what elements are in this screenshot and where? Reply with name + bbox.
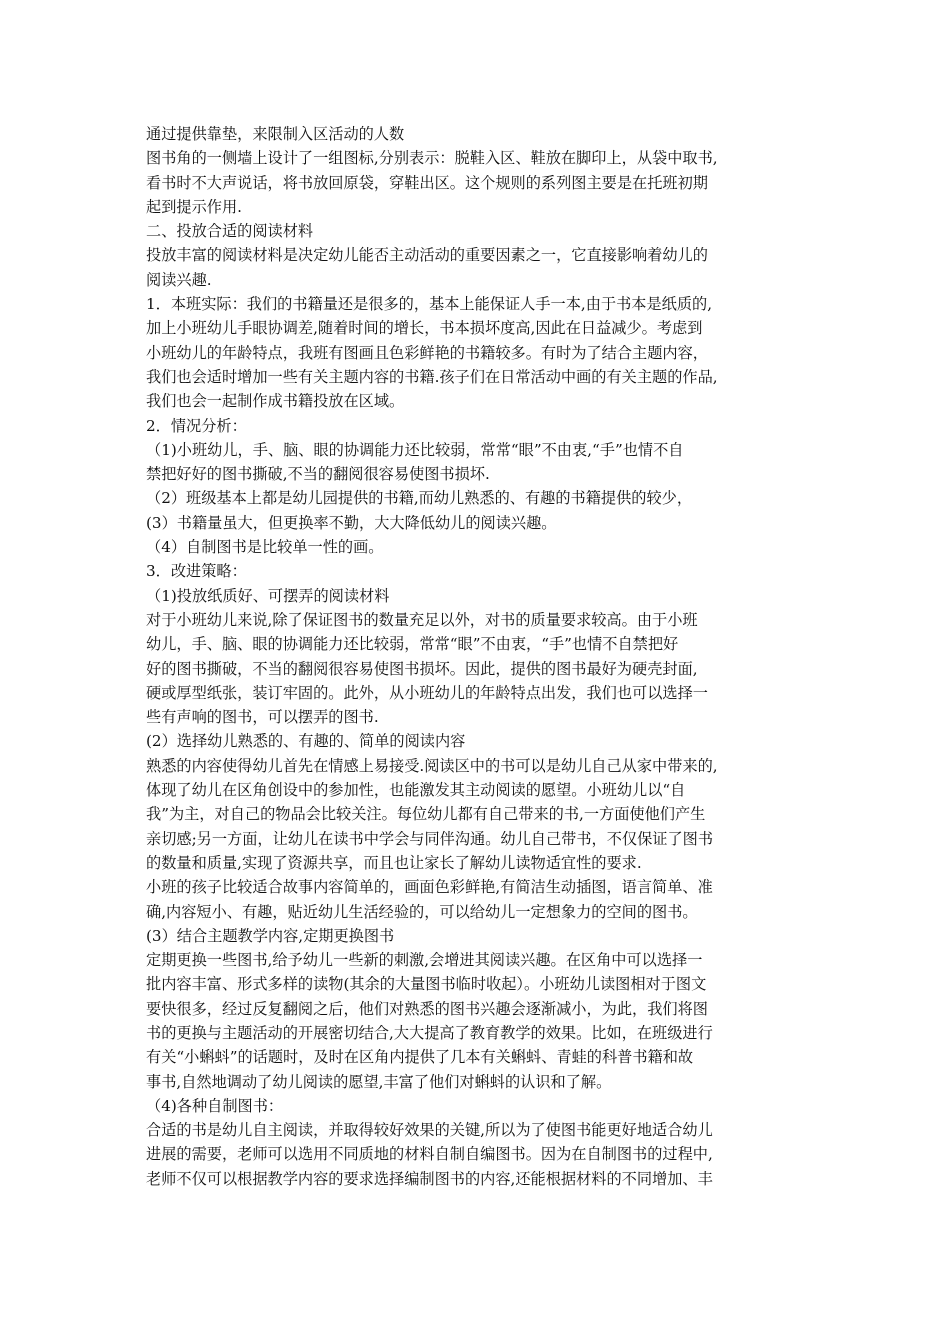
- text-line: 通过提供靠垫，来限制入区活动的人数: [146, 125, 405, 143]
- text-line: （2）班级基本上都是幼儿园提供的书籍,而幼儿熟悉的、有趣的书籍提供的较少，: [146, 489, 693, 508]
- text-line: 好的图书撕破，不当的翻阅很容易使图书损坏。因此，提供的图书最好为硬壳封面,: [146, 659, 698, 678]
- text-line: 3．改进策略：: [146, 562, 247, 581]
- text-line: 的数量和质量,实现了资源共享，而且也让家长了解幼儿读物适宜性的要求.: [146, 853, 642, 872]
- text-line: 要快很多，经过反复翻阅之后，他们对熟悉的图书兴趣会逐渐减小，为此，我们将图: [146, 999, 708, 1018]
- text-line: 我们也会一起制作成书籍投放在区域。: [146, 392, 405, 411]
- text-line: 熟悉的内容使得幼儿首先在情感上易接受.阅读区中的书可以是幼儿自己从家中带来的,: [146, 756, 718, 775]
- text-line: （1)小班幼儿，手、脑、眼的协调能力还比较弱，常常“眼”不由衷,“手”也情不自: [146, 440, 684, 459]
- text-line: 对于小班幼儿来说,除了保证图书的数量充足以外，对书的质量要求较高。由于小班: [146, 610, 698, 629]
- text-line: 定期更换一些图书,给予幼儿一些新的刺激,会增进其阅读兴趣。在区角中可以选择一: [146, 951, 703, 970]
- text-line: 亲切感;另一方面，让幼儿在读书中学会与同伴沟通。幼儿自己带书，不仅保证了图书: [146, 829, 714, 848]
- text-line: （4)各种自制图书：: [146, 1096, 284, 1115]
- text-line: 我们也会适时增加一些有关主题内容的书籍.孩子们在日常活动中画的有关主题的作品,: [146, 367, 718, 386]
- text-line: 些有声响的图书，可以摆弄的图书.: [146, 708, 379, 727]
- text-line: 1．本班实际：我们的书籍量还是很多的，基本上能保证人手一本,由于书本是纸质的,: [146, 295, 713, 314]
- text-line: 二、投放合适的阅读材料: [146, 222, 314, 241]
- text-line: 看书时不大声说话，将书放回原袋，穿鞋出区。这个规则的系列图主要是在托班初期: [146, 173, 708, 192]
- text-line: 幼儿，手、脑、眼的协调能力还比较弱，常常“眼”不由衷，“手”也情不自禁把好: [146, 635, 679, 654]
- text-line: (3）书籍量虽大，但更换率不勤，大大降低幼儿的阅读兴趣。: [146, 513, 557, 532]
- text-line: 禁把好好的图书撕破,不当的翻阅很容易使图书损坏.: [146, 465, 490, 484]
- document-page: [146, 122, 818, 1191]
- text-line: 有关“小蝌蚪”的话题时，及时在区角内提供了几本有关蝌蚪、青蛙的科普书籍和故: [146, 1048, 694, 1067]
- text-line: 确,内容短小、有趣，贴近幼儿生活经验的，可以给幼儿一定想象力的空间的图书。: [146, 902, 698, 921]
- text-line: 小班的孩子比较适合故事内容简单的，画面色彩鲜艳,有简洁生动插图，语言简单、准: [146, 878, 713, 897]
- text-line: 我”为主，对自己的物品会比较关注。每位幼儿都有自己带来的书,一方面使他们产生: [146, 805, 706, 824]
- text-line: 加上小班幼儿手眼协调差,随着时间的增长，书本损坏度高,因此在日益减少。考虑到: [146, 319, 703, 338]
- text-line: 批内容丰富、形式多样的读物(其余的大量图书临时收起）。小班幼儿读图相对于图文: [146, 975, 707, 994]
- text-line: 图书角的一侧墙上设计了一组图标,分别表示：脱鞋入区、鞋放在脚印上，从袋中取书,: [146, 149, 718, 168]
- text-line: 书的更换与主题活动的开展密切结合,大大提高了教育教学的效果。比如，在班级进行: [146, 1023, 713, 1042]
- text-line: 硬或厚型纸张，装订牢固的。此外，从小班幼儿的年龄特点出发，我们也可以选择一: [146, 683, 708, 702]
- text-line: 2．情况分析：: [146, 416, 247, 435]
- text-line: 体现了幼儿在区角创设中的参加性，也能激发其主动阅读的愿望。小班幼儿以“自: [146, 781, 686, 800]
- text-line: （4）自制图书是比较单一性的画。: [146, 538, 384, 557]
- text-line: 投放丰富的阅读材料是决定幼儿能否主动活动的重要因素之一，它直接影响着幼儿的: [146, 246, 708, 265]
- text-line: 合适的书是幼儿自主阅读，并取得较好效果的关键,所以为了使图书能更好地适合幼儿: [146, 1121, 713, 1140]
- text-line: 起到提示作用.: [146, 197, 242, 216]
- text-line: 阅读兴趣.: [146, 270, 212, 289]
- text-line: 进展的需要，老师可以选用不同质地的材料自制自编图书。因为在自制图书的过程中,: [146, 1145, 713, 1164]
- text-line: 小班幼儿的年龄特点，我班有图画且色彩鲜艳的书籍较多。有时为了结合主题内容，: [146, 343, 708, 362]
- text-line: （1)投放纸质好、可摆弄的阅读材料: [146, 586, 390, 605]
- text-line: (2）选择幼儿熟悉的、有趣的、简单的阅读内容: [146, 732, 466, 751]
- text-line: 老师不仅可以根据教学内容的要求选择编制图书的内容,还能根据材料的不同增加、丰: [146, 1169, 713, 1188]
- text-line: 事书,自然地调动了幼儿阅读的愿望,丰富了他们对蝌蚪的认识和了解。: [146, 1072, 612, 1091]
- text-line: (3）结合主题教学内容,定期更换图书: [146, 926, 395, 945]
